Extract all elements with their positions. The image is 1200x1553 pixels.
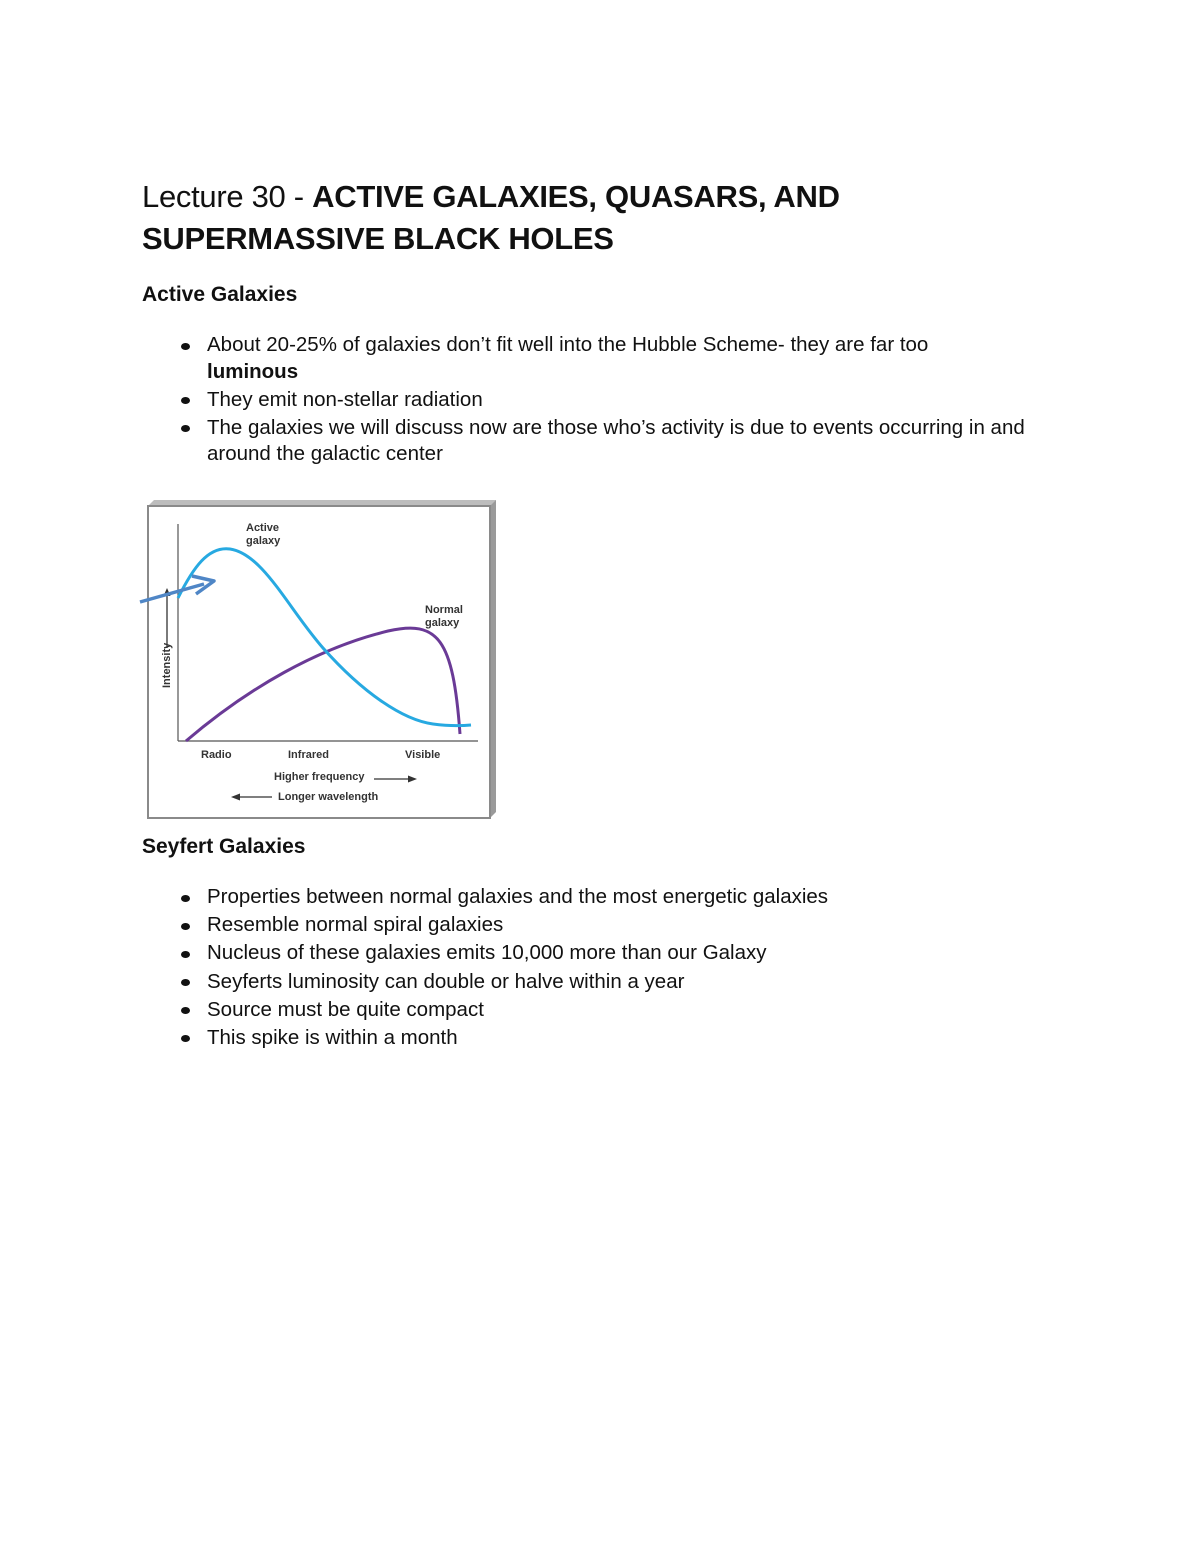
bullet-text: The galaxies we will discuss now are those who’s activity is due to events occurring in and around the galactic center bbox=[207, 415, 1025, 466]
title-bold-line1: ACTIVE GALAXIES, QUASARS, AND bbox=[312, 179, 840, 214]
list-item bbox=[142, 912, 1082, 939]
active-galaxies-heading: Active Galaxies bbox=[142, 283, 298, 306]
bullet-text: This spike is within a month bbox=[207, 1025, 458, 1049]
list-item bbox=[142, 415, 1082, 468]
bullet-text: Nucleus of these galaxies emits 10,000 more than our Galaxy bbox=[207, 941, 767, 965]
bullet-icon bbox=[181, 343, 190, 350]
bullet-icon bbox=[181, 1007, 190, 1014]
active-galaxy-label-line1: Active bbox=[246, 522, 280, 534]
bullet-text: They emit non-stellar radiation bbox=[207, 387, 483, 411]
y-axis-label: Intensity bbox=[161, 642, 173, 688]
bullet-emphasis: luminous bbox=[207, 359, 299, 383]
list-item bbox=[142, 332, 1082, 385]
active-galaxies-list bbox=[142, 332, 1082, 470]
bullet-text: Source must be quite compact bbox=[207, 997, 484, 1021]
bullet-icon bbox=[181, 1035, 190, 1042]
bullet-icon bbox=[181, 951, 190, 958]
normal-galaxy-label-line1: Normal bbox=[425, 604, 463, 616]
list-item bbox=[142, 969, 1082, 996]
normal-galaxy-label-line2: galaxy bbox=[425, 617, 460, 629]
list-item bbox=[142, 1025, 1082, 1052]
seyfert-galaxies-list bbox=[142, 884, 1082, 1053]
bullet-text: Resemble normal spiral galaxies bbox=[207, 913, 504, 937]
list-item bbox=[142, 997, 1082, 1024]
x-tick-label-radio: Radio bbox=[201, 749, 232, 761]
bullet-icon bbox=[181, 979, 190, 986]
bullet-text: Properties between normal galaxies and the most energetic galaxies bbox=[207, 885, 829, 908]
x-tick-label-visible: Visible bbox=[405, 749, 441, 761]
list-item bbox=[142, 387, 1082, 414]
spectrum-figure bbox=[138, 498, 502, 822]
page-title bbox=[142, 176, 1082, 260]
bullet-icon bbox=[181, 397, 190, 404]
title-bold-line2: SUPERMASSIVE BLACK HOLES bbox=[142, 221, 614, 256]
x-tick-label-infrared: Infrared bbox=[288, 749, 329, 761]
seyfert-galaxies-heading: Seyfert Galaxies bbox=[142, 835, 306, 858]
bullet-icon bbox=[181, 895, 190, 902]
title-prefix: Lecture 30 - bbox=[142, 179, 313, 214]
bullet-text: About 20-25% of galaxies don’t fit well into the Hubble Scheme- they are far too bbox=[207, 333, 929, 356]
spectrum-diagram bbox=[138, 498, 502, 822]
bullet-icon bbox=[181, 923, 190, 930]
list-item bbox=[142, 884, 1082, 911]
longer-wavelength-label: Longer wavelength bbox=[278, 791, 379, 803]
active-galaxy-label-line2: galaxy bbox=[246, 535, 281, 547]
bullet-icon bbox=[181, 425, 190, 432]
higher-frequency-label: Higher frequency bbox=[274, 771, 365, 783]
list-item bbox=[142, 940, 1082, 967]
bullet-text: Seyferts luminosity can double or halve within a year bbox=[207, 969, 685, 993]
